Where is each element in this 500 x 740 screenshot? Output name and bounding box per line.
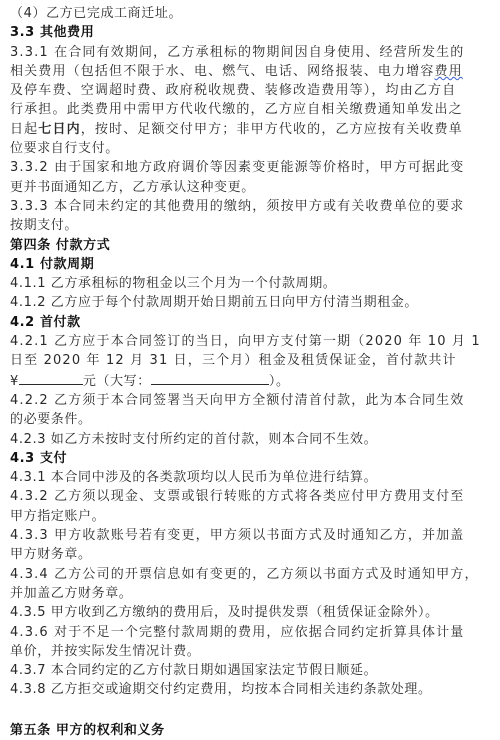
- deadline-emphasis: 七日内: [38, 121, 81, 137]
- clause-line: 4.3.4 乙方公司的开票信息如有变更的，乙方须以书面方式及时通知甲方，: [10, 566, 479, 582]
- clause-line: [10, 120, 490, 139]
- clause-line: 4.2.1 乙方应于本合同签订的当日，向甲方支付第一期（2020 年 10 月 1: [10, 334, 481, 350]
- clause-line: 的必要条件。: [10, 412, 92, 428]
- clause-text: ）。: [268, 373, 290, 389]
- clause-line: 行承担。此类费用中需甲方代收代缴的，乙方应自相关缴费通知单发出之: [10, 102, 463, 118]
- clause-text: ，按时、足额交付甲方；非甲方代收的，乙方应按有关收费单: [80, 121, 463, 137]
- clause-line: 4.1.1 乙方承租标的物租金以三个月为一个付款周期。: [10, 276, 337, 292]
- clause-line: 及停车费、空调超时费、政府税收规费、装修改造费用等），均由乙方自: [10, 83, 457, 99]
- payment-amount-line: [10, 371, 490, 391]
- section-heading: 4.3 支付: [10, 450, 68, 466]
- clause-line: 4.3.8 乙方拒交或逾期交付约定费用，均按本合同相关违约条款处理。: [10, 682, 432, 698]
- clause-line: 单价，并按实际发生情况计费。: [10, 643, 201, 659]
- clause-line: 4.3.7 本合同约定的乙方付款日期如遇国家法定节假日顺延。: [10, 663, 378, 679]
- clause-line: 3.3.3 本合同未约定的其他费用的缴纳，须按甲方或有关收费单位的要求: [10, 198, 465, 214]
- clause-line: 4.3.1 本合同中涉及的各类款项均以人民币为单位进行结算。: [10, 470, 378, 486]
- clause-line: 4.3.3 甲方收款账号若有变更，甲方须以书面方式及时通知乙方，并加盖: [10, 528, 465, 544]
- paragraph-gap: [10, 700, 490, 721]
- clause-line: 4.3.5 甲方收到乙方缴纳的费用后，及时提供发票（租赁保证金除外）。: [10, 605, 439, 621]
- clause-line: 日至 2020 年 12 月 31 日，三个月）租金及租赁保证金，首付款共计: [10, 353, 457, 369]
- amount-words-blank: [151, 371, 269, 385]
- clause-line: （4）乙方已完成工商迁址。: [10, 6, 183, 21]
- clause-line: 4.3.6 对于不足一个完整付款周期的费用，应依据合同约定折算具体计量: [10, 624, 465, 640]
- clause-line: 4.3.2 乙方须以现金、支票或银行转账的方式将各类应付甲方费用支付至: [10, 489, 465, 505]
- clause-line: 按期支付。: [10, 218, 79, 234]
- clause-line: 4.2.3 如乙方未按时支付所约定的首付款，则本合同不生效。: [10, 431, 378, 447]
- clause-line: 3.3.2 由于国家和地方政府调价等因素变更能源等价格时，甲方可据此变: [10, 160, 465, 176]
- section-heading: 3.3 其他费用: [10, 25, 95, 41]
- clause-line: 甲方指定账户。: [10, 508, 106, 524]
- clause-line: 3.3.1 在合同有效期间，乙方承租标的物期间因自身使用、经营所发生的: [10, 44, 465, 60]
- amount-blank: [19, 371, 83, 385]
- clause-line: 并加盖乙方财务章。: [10, 585, 133, 601]
- clause-text: 相关费用（包括但不限于水、电、燃气、电话、网络报装、电力增容: [10, 63, 435, 79]
- spellcheck-marked-text: 费用: [434, 63, 463, 79]
- clause-text: 日起: [10, 121, 39, 137]
- clause-line: 更并书面通知乙方，乙方承认这种变更。: [10, 179, 255, 195]
- clause-text: 元（大写：: [82, 373, 151, 389]
- article-heading: 第五条 甲方的权利和义务: [10, 722, 165, 738]
- clause-line: 4.2.2 乙方须于本合同签署当天向甲方全额付清首付款，此为本合同生效: [10, 392, 465, 408]
- article-heading: 第四条 付款方式: [10, 237, 111, 253]
- clause-line: 甲方财务章。: [10, 547, 92, 563]
- clause-line: 位要求自行支付。: [10, 141, 119, 157]
- currency-symbol: ¥: [10, 373, 19, 389]
- section-heading: 4.1 付款周期: [10, 256, 95, 272]
- clause-line: [10, 62, 490, 81]
- clause-line: 4.1.2 乙方应于每个付款周期开始日期前五日向甲方付清当期租金。: [10, 295, 419, 311]
- section-heading: 4.2 首付款: [10, 314, 81, 330]
